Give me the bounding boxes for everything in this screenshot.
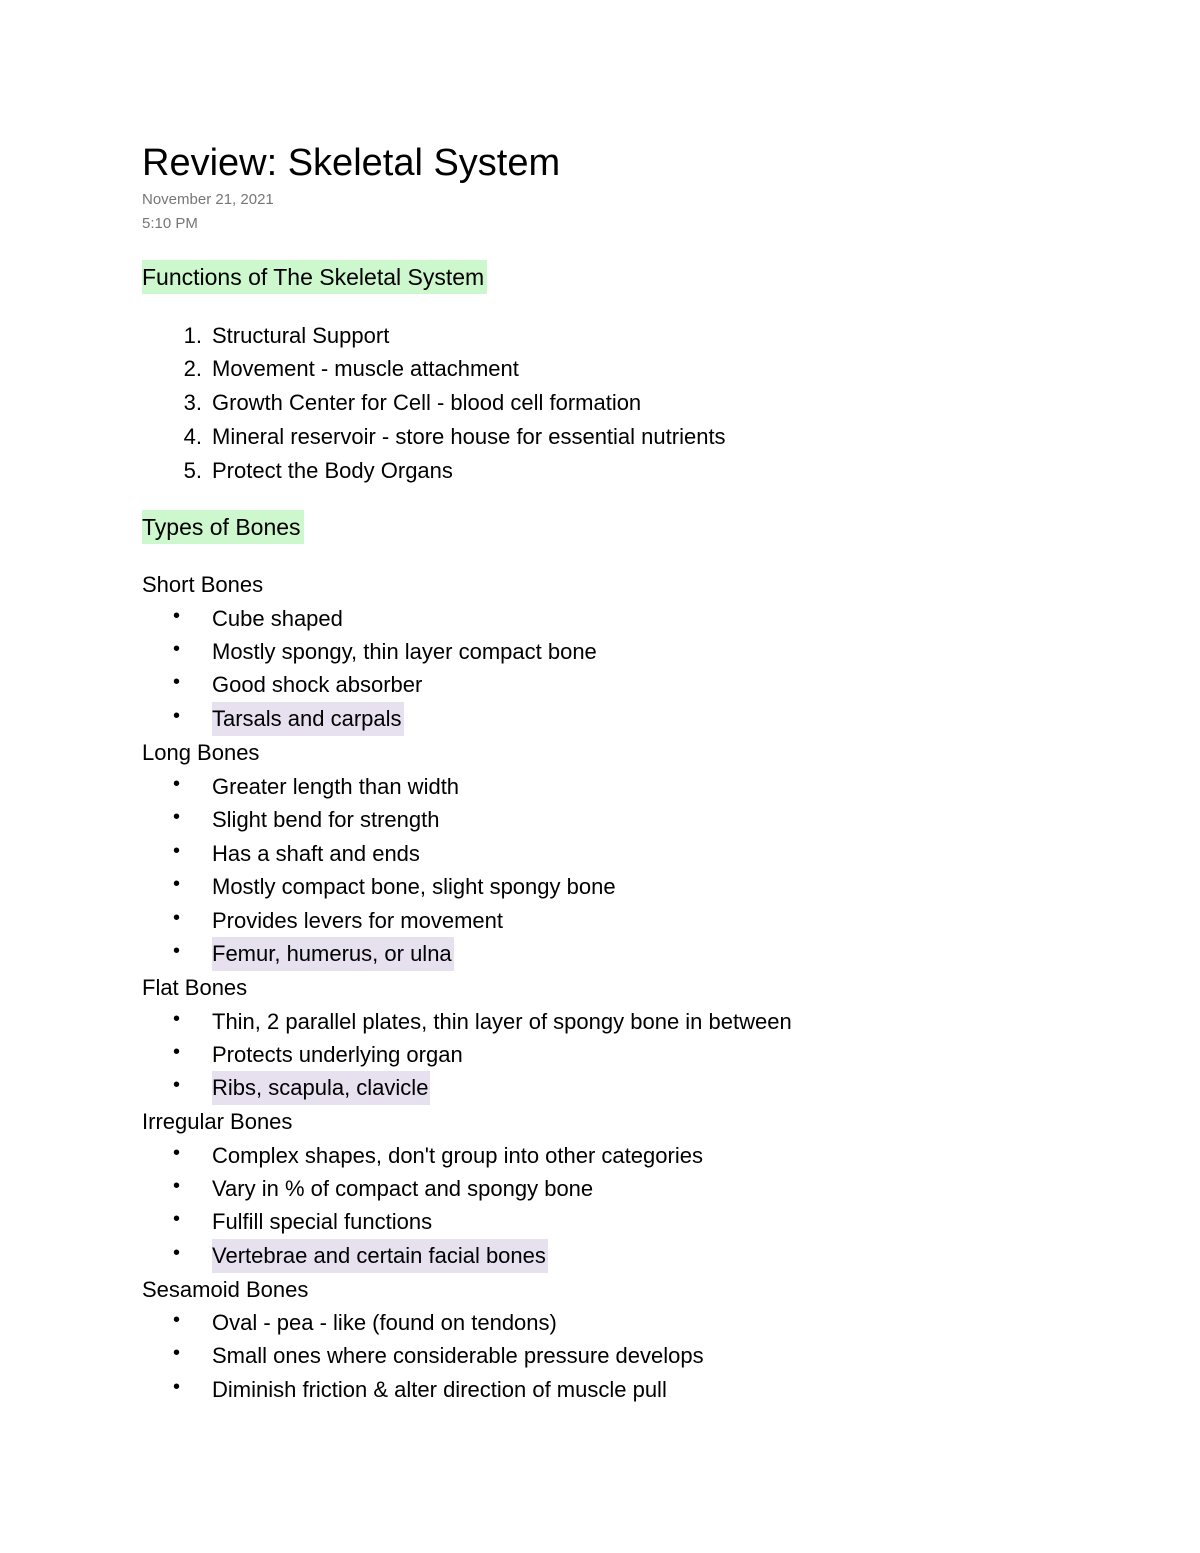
list-number: 2. bbox=[183, 356, 202, 381]
bullet-icon: • bbox=[173, 1376, 181, 1398]
bone-group-name: Flat Bones bbox=[142, 975, 248, 1000]
bone-group-name: Long Bones bbox=[142, 740, 260, 765]
bullet-icon: • bbox=[173, 1242, 181, 1264]
bullet-item-text: Oval - pea - like (found on tendons) bbox=[212, 1310, 557, 1335]
list-number: 4. bbox=[183, 424, 202, 449]
bullet-icon: • bbox=[173, 1175, 181, 1197]
bullet-icon: • bbox=[173, 1041, 181, 1063]
bullet-item-text: Slight bend for strength bbox=[212, 807, 440, 832]
bullet-icon: • bbox=[173, 605, 181, 627]
bullet-icon: • bbox=[173, 705, 181, 727]
bullet-item-text: Complex shapes, don't group into other categories bbox=[212, 1143, 703, 1168]
bullet-icon: • bbox=[173, 940, 181, 962]
bullet-icon: • bbox=[173, 1074, 181, 1096]
bullet-item-text: Diminish friction & alter direction of muscle pull bbox=[212, 1377, 667, 1402]
bullet-icon: • bbox=[173, 1142, 181, 1164]
bullet-icon: • bbox=[173, 1342, 181, 1364]
bullet-icon: • bbox=[173, 671, 181, 693]
note-date: November 21, 2021 bbox=[142, 191, 274, 208]
bullet-icon: • bbox=[173, 907, 181, 929]
bullet-item-text: Mostly compact bone, slight spongy bone bbox=[212, 874, 616, 899]
bullet-item-text: Provides levers for movement bbox=[212, 908, 503, 933]
bone-group-name: Sesamoid Bones bbox=[142, 1277, 309, 1302]
bullet-item-text: Good shock absorber bbox=[212, 672, 423, 697]
page-title: Review: Skeletal System bbox=[142, 142, 561, 184]
bullet-icon: • bbox=[173, 806, 181, 828]
list-item-text: Structural Support bbox=[212, 323, 390, 348]
list-item-text: Protect the Body Organs bbox=[212, 458, 453, 483]
example-highlight: Tarsals and carpals bbox=[212, 702, 404, 736]
list-number: 1. bbox=[183, 323, 202, 348]
bullet-item-text: Vary in % of compact and spongy bone bbox=[212, 1176, 594, 1201]
example-highlight: Femur, humerus, or ulna bbox=[212, 937, 454, 971]
example-highlight: Vertebrae and certain facial bones bbox=[212, 1239, 548, 1273]
bullet-icon: • bbox=[173, 840, 181, 862]
bullet-item-text: Greater length than width bbox=[212, 774, 460, 799]
example-highlight: Ribs, scapula, clavicle bbox=[212, 1071, 430, 1105]
note-time: 5:10 PM bbox=[142, 215, 198, 232]
bullet-icon: • bbox=[173, 873, 181, 895]
bullet-item-text: Cube shaped bbox=[212, 606, 343, 631]
bone-group-name: Irregular Bones bbox=[142, 1109, 293, 1134]
bullet-icon: • bbox=[173, 1008, 181, 1030]
bullet-icon: • bbox=[173, 1309, 181, 1331]
list-number: 5. bbox=[183, 458, 202, 483]
bullet-item-text: Thin, 2 parallel plates, thin layer of spongy bone in between bbox=[212, 1009, 792, 1034]
bullet-item-text: Small ones where considerable pressure develops bbox=[212, 1343, 704, 1368]
bullet-icon: • bbox=[173, 773, 181, 795]
bullet-icon: • bbox=[173, 1208, 181, 1230]
list-item-text: Mineral reservoir - store house for essential nutrients bbox=[212, 424, 726, 449]
functions-heading: Functions of The Skeletal System bbox=[142, 260, 487, 294]
types-heading: Types of Bones bbox=[142, 510, 304, 544]
bullet-item-text: Mostly spongy, thin layer compact bone bbox=[212, 639, 597, 664]
list-item-text: Movement - muscle attachment bbox=[212, 356, 519, 381]
list-item-text: Growth Center for Cell - blood cell formation bbox=[212, 390, 642, 415]
bullet-item-text: Protects underlying organ bbox=[212, 1042, 463, 1067]
bone-group-name: Short Bones bbox=[142, 572, 264, 597]
list-number: 3. bbox=[183, 390, 202, 415]
bullet-item-text: Has a shaft and ends bbox=[212, 841, 420, 866]
bullet-icon: • bbox=[173, 638, 181, 660]
bullet-item-text: Fulfill special functions bbox=[212, 1209, 433, 1234]
